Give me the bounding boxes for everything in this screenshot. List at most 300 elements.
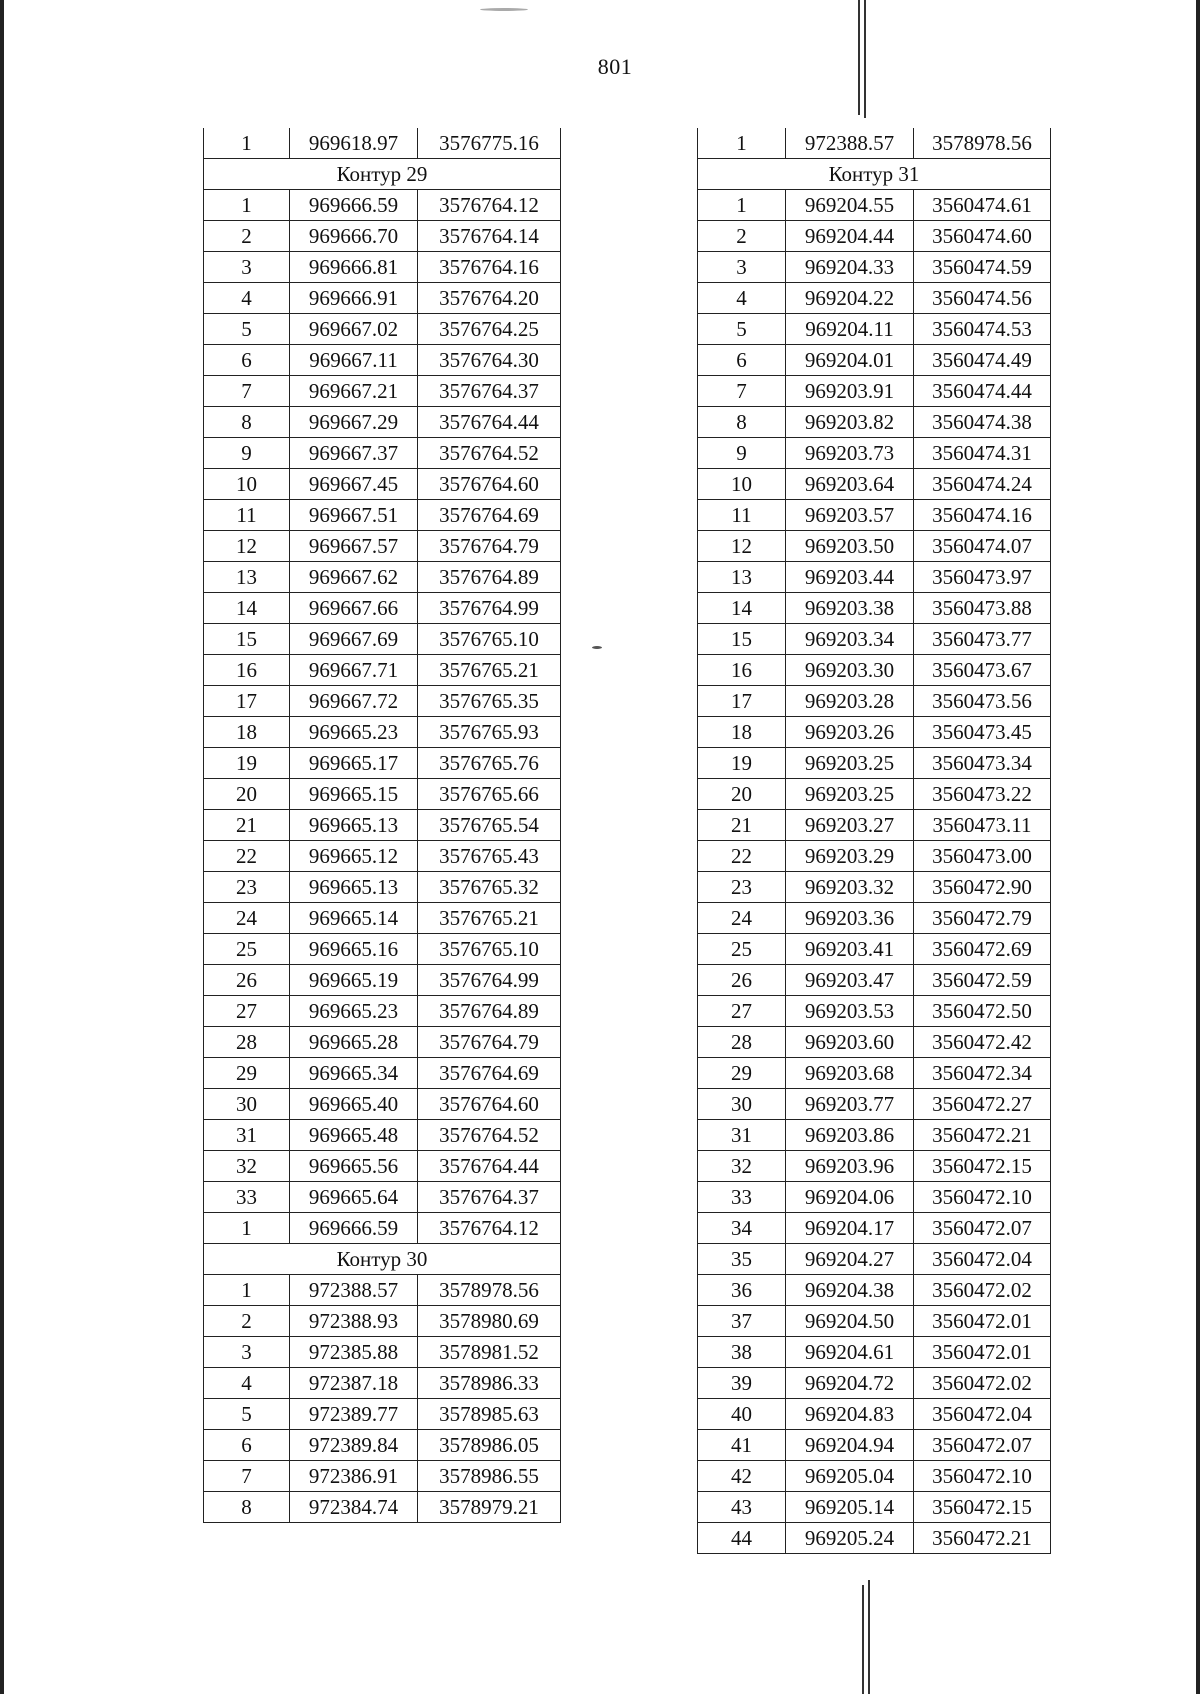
x-coordinate-cell: 969203.36: [786, 903, 914, 934]
table-row: [204, 1492, 561, 1523]
table-row: [698, 221, 1051, 252]
y-coordinate-cell: 3576765.76: [418, 748, 561, 779]
table-row: [698, 748, 1051, 779]
y-coordinate-cell: 3560472.15: [914, 1151, 1051, 1182]
x-coordinate-cell: 969665.16: [290, 934, 418, 965]
x-coordinate-cell: 969667.21: [290, 376, 418, 407]
x-coordinate-cell: 969665.12: [290, 841, 418, 872]
x-coordinate-cell: 969203.86: [786, 1120, 914, 1151]
point-number-cell: 6: [698, 345, 786, 376]
contour-label: Контур 31: [698, 159, 1051, 190]
point-number-cell: 13: [698, 562, 786, 593]
table-row: [204, 1213, 561, 1244]
point-number-cell: 18: [698, 717, 786, 748]
table-row: [204, 1461, 561, 1492]
point-number-cell: 4: [204, 1368, 290, 1399]
y-coordinate-cell: 3560473.56: [914, 686, 1051, 717]
table-row: [204, 717, 561, 748]
x-coordinate-cell: 969203.50: [786, 531, 914, 562]
point-number-cell: 3: [204, 252, 290, 283]
y-coordinate-cell: 3576765.21: [418, 903, 561, 934]
table-row: [698, 1275, 1051, 1306]
x-coordinate-cell: 969618.97: [290, 128, 418, 159]
point-number-cell: 9: [204, 438, 290, 469]
x-coordinate-cell: 969667.71: [290, 655, 418, 686]
y-coordinate-cell: 3560474.31: [914, 438, 1051, 469]
point-number-cell: 41: [698, 1430, 786, 1461]
table-row: [698, 1492, 1051, 1523]
x-coordinate-cell: 969204.01: [786, 345, 914, 376]
point-number-cell: 6: [204, 345, 290, 376]
x-coordinate-cell: 969203.53: [786, 996, 914, 1027]
y-coordinate-cell: 3576765.54: [418, 810, 561, 841]
y-coordinate-cell: 3560474.24: [914, 469, 1051, 500]
point-number-cell: 30: [204, 1089, 290, 1120]
point-number-cell: 3: [204, 1337, 290, 1368]
point-number-cell: 22: [698, 841, 786, 872]
x-coordinate-cell: 969665.13: [290, 810, 418, 841]
x-coordinate-cell: 969667.02: [290, 314, 418, 345]
y-coordinate-cell: 3576764.37: [418, 1182, 561, 1213]
point-number-cell: 8: [204, 1492, 290, 1523]
point-number-cell: 4: [698, 283, 786, 314]
y-coordinate-cell: 3576764.12: [418, 1213, 561, 1244]
x-coordinate-cell: 969203.77: [786, 1089, 914, 1120]
point-number-cell: 7: [204, 1461, 290, 1492]
x-coordinate-cell: 969204.33: [786, 252, 914, 283]
x-coordinate-cell: 969204.06: [786, 1182, 914, 1213]
table-row: [204, 252, 561, 283]
y-coordinate-cell: 3576765.32: [418, 872, 561, 903]
y-coordinate-cell: 3560472.10: [914, 1461, 1051, 1492]
point-number-cell: 3: [698, 252, 786, 283]
x-coordinate-cell: 969203.38: [786, 593, 914, 624]
y-coordinate-cell: 3560473.88: [914, 593, 1051, 624]
y-coordinate-cell: 3576765.93: [418, 717, 561, 748]
y-coordinate-cell: 3560472.01: [914, 1306, 1051, 1337]
point-number-cell: 14: [698, 593, 786, 624]
x-coordinate-cell: 969205.04: [786, 1461, 914, 1492]
point-number-cell: 44: [698, 1523, 786, 1554]
table-row: [698, 934, 1051, 965]
point-number-cell: 5: [204, 1399, 290, 1430]
point-number-cell: 37: [698, 1306, 786, 1337]
y-coordinate-cell: 3560472.02: [914, 1275, 1051, 1306]
y-coordinate-cell: 3576764.44: [418, 1151, 561, 1182]
table-row: [204, 934, 561, 965]
point-number-cell: 31: [698, 1120, 786, 1151]
x-coordinate-cell: 969203.32: [786, 872, 914, 903]
x-coordinate-cell: 969665.19: [290, 965, 418, 996]
table-row: [698, 283, 1051, 314]
x-coordinate-cell: 969667.11: [290, 345, 418, 376]
x-coordinate-cell: 969203.28: [786, 686, 914, 717]
x-coordinate-cell: 969203.91: [786, 376, 914, 407]
table-row: [204, 686, 561, 717]
table-row: [204, 562, 561, 593]
x-coordinate-cell: 969203.64: [786, 469, 914, 500]
table-row: [204, 810, 561, 841]
point-number-cell: 14: [204, 593, 290, 624]
table-row: [698, 1523, 1051, 1554]
y-coordinate-cell: 3560472.02: [914, 1368, 1051, 1399]
table-row: [698, 314, 1051, 345]
scan-edge-right: [1196, 0, 1200, 1694]
table-row: [204, 1089, 561, 1120]
x-coordinate-cell: 969665.34: [290, 1058, 418, 1089]
table-row: [698, 1120, 1051, 1151]
y-coordinate-cell: 3578985.63: [418, 1399, 561, 1430]
point-number-cell: 18: [204, 717, 290, 748]
table-row: [698, 810, 1051, 841]
x-coordinate-cell: 969665.48: [290, 1120, 418, 1151]
x-coordinate-cell: 969204.22: [786, 283, 914, 314]
y-coordinate-cell: 3560474.16: [914, 500, 1051, 531]
y-coordinate-cell: 3560472.50: [914, 996, 1051, 1027]
table-row: [698, 1089, 1051, 1120]
point-number-cell: 25: [698, 934, 786, 965]
point-number-cell: 43: [698, 1492, 786, 1523]
point-number-cell: 2: [698, 221, 786, 252]
y-coordinate-cell: 3576765.35: [418, 686, 561, 717]
y-coordinate-cell: 3560472.21: [914, 1523, 1051, 1554]
table-row: [698, 438, 1051, 469]
point-number-cell: 16: [204, 655, 290, 686]
point-number-cell: 1: [204, 1275, 290, 1306]
table-row: [698, 1306, 1051, 1337]
x-coordinate-cell: 969203.60: [786, 1027, 914, 1058]
point-number-cell: 27: [204, 996, 290, 1027]
x-coordinate-cell: 969203.47: [786, 965, 914, 996]
y-coordinate-cell: 3576764.69: [418, 500, 561, 531]
x-coordinate-cell: 969204.44: [786, 221, 914, 252]
point-number-cell: 32: [698, 1151, 786, 1182]
point-number-cell: 12: [204, 531, 290, 562]
point-number-cell: 17: [698, 686, 786, 717]
y-coordinate-cell: 3576764.99: [418, 965, 561, 996]
x-coordinate-cell: 969667.51: [290, 500, 418, 531]
y-coordinate-cell: 3560473.22: [914, 779, 1051, 810]
x-coordinate-cell: 969667.37: [290, 438, 418, 469]
table-row: [204, 438, 561, 469]
x-coordinate-cell: 972386.91: [290, 1461, 418, 1492]
point-number-cell: 19: [204, 748, 290, 779]
y-coordinate-cell: 3576764.44: [418, 407, 561, 438]
point-number-cell: 4: [204, 283, 290, 314]
table-row: [204, 841, 561, 872]
point-number-cell: 40: [698, 1399, 786, 1430]
table-row: [698, 779, 1051, 810]
y-coordinate-cell: 3578978.56: [914, 128, 1051, 159]
y-coordinate-cell: 3578986.55: [418, 1461, 561, 1492]
y-coordinate-cell: 3578979.21: [418, 1492, 561, 1523]
x-coordinate-cell: 972388.57: [290, 1275, 418, 1306]
y-coordinate-cell: 3560474.53: [914, 314, 1051, 345]
table-row: [204, 221, 561, 252]
y-coordinate-cell: 3576764.16: [418, 252, 561, 283]
x-coordinate-cell: 969204.50: [786, 1306, 914, 1337]
point-number-cell: 1: [698, 190, 786, 221]
x-coordinate-cell: 969665.17: [290, 748, 418, 779]
y-coordinate-cell: 3576764.79: [418, 1027, 561, 1058]
table-row: [204, 469, 561, 500]
table-row: [204, 1027, 561, 1058]
table-row: [698, 717, 1051, 748]
table-row: [698, 1151, 1051, 1182]
x-coordinate-cell: 972389.84: [290, 1430, 418, 1461]
point-number-cell: 8: [698, 407, 786, 438]
contour-label: Контур 29: [204, 159, 561, 190]
x-coordinate-cell: 972388.57: [786, 128, 914, 159]
point-number-cell: 24: [204, 903, 290, 934]
table-row: [698, 1399, 1051, 1430]
point-number-cell: 20: [204, 779, 290, 810]
y-coordinate-cell: 3576764.52: [418, 438, 561, 469]
table-row: [698, 407, 1051, 438]
table-row: [204, 1182, 561, 1213]
x-coordinate-cell: 972389.77: [290, 1399, 418, 1430]
y-coordinate-cell: 3560472.79: [914, 903, 1051, 934]
y-coordinate-cell: 3560473.34: [914, 748, 1051, 779]
table-row: [204, 407, 561, 438]
y-coordinate-cell: 3576764.12: [418, 190, 561, 221]
table-row: [204, 500, 561, 531]
y-coordinate-cell: 3576764.60: [418, 1089, 561, 1120]
x-coordinate-cell: 969203.57: [786, 500, 914, 531]
y-coordinate-cell: 3560474.49: [914, 345, 1051, 376]
x-coordinate-cell: 969667.66: [290, 593, 418, 624]
y-coordinate-cell: 3560472.69: [914, 934, 1051, 965]
point-number-cell: 42: [698, 1461, 786, 1492]
y-coordinate-cell: 3560474.44: [914, 376, 1051, 407]
table-row: [698, 965, 1051, 996]
x-coordinate-cell: 969203.73: [786, 438, 914, 469]
x-coordinate-cell: 969204.72: [786, 1368, 914, 1399]
table-row: [698, 593, 1051, 624]
x-coordinate-cell: 969204.38: [786, 1275, 914, 1306]
point-number-cell: 15: [204, 624, 290, 655]
table-row: [698, 903, 1051, 934]
y-coordinate-cell: 3560473.11: [914, 810, 1051, 841]
table-row: [698, 841, 1051, 872]
y-coordinate-cell: 3578980.69: [418, 1306, 561, 1337]
table-row: [698, 1368, 1051, 1399]
point-number-cell: 27: [698, 996, 786, 1027]
y-coordinate-cell: 3576764.14: [418, 221, 561, 252]
y-coordinate-cell: 3576764.37: [418, 376, 561, 407]
table-row: [698, 531, 1051, 562]
x-coordinate-cell: 969667.57: [290, 531, 418, 562]
point-number-cell: 34: [698, 1213, 786, 1244]
y-coordinate-cell: 3560473.00: [914, 841, 1051, 872]
x-coordinate-cell: 972384.74: [290, 1492, 418, 1523]
x-coordinate-cell: 969203.26: [786, 717, 914, 748]
y-coordinate-cell: 3560472.04: [914, 1399, 1051, 1430]
table-row: [204, 1430, 561, 1461]
y-coordinate-cell: 3576764.20: [418, 283, 561, 314]
point-number-cell: 21: [204, 810, 290, 841]
point-number-cell: 29: [204, 1058, 290, 1089]
table-row: [698, 686, 1051, 717]
table-row: [698, 1213, 1051, 1244]
y-coordinate-cell: 3576764.69: [418, 1058, 561, 1089]
table-row: [698, 655, 1051, 686]
table-row: [698, 1058, 1051, 1089]
y-coordinate-cell: 3576775.16: [418, 128, 561, 159]
y-coordinate-cell: 3576764.89: [418, 562, 561, 593]
table-row: [698, 376, 1051, 407]
point-number-cell: 29: [698, 1058, 786, 1089]
table-row: [698, 190, 1051, 221]
point-number-cell: 13: [204, 562, 290, 593]
x-coordinate-cell: 969204.27: [786, 1244, 914, 1275]
table-row: [204, 190, 561, 221]
table-row: [204, 1058, 561, 1089]
coordinates-table-right: [697, 128, 1051, 1554]
table-row: [204, 128, 561, 159]
x-coordinate-cell: 969203.96: [786, 1151, 914, 1182]
x-coordinate-cell: 969665.28: [290, 1027, 418, 1058]
coordinates-table-left-body: [204, 128, 561, 1523]
y-coordinate-cell: 3560472.04: [914, 1244, 1051, 1275]
x-coordinate-cell: 969666.81: [290, 252, 418, 283]
point-number-cell: 5: [698, 314, 786, 345]
table-row: [204, 1337, 561, 1368]
scan-speck: [592, 646, 602, 649]
x-coordinate-cell: 969203.29: [786, 841, 914, 872]
x-coordinate-cell: 969203.82: [786, 407, 914, 438]
table-row: [204, 1306, 561, 1337]
y-coordinate-cell: 3560472.01: [914, 1337, 1051, 1368]
x-coordinate-cell: 969204.11: [786, 314, 914, 345]
point-number-cell: 20: [698, 779, 786, 810]
y-coordinate-cell: 3560473.45: [914, 717, 1051, 748]
point-number-cell: 26: [698, 965, 786, 996]
y-coordinate-cell: 3576764.99: [418, 593, 561, 624]
table-row: [698, 624, 1051, 655]
y-coordinate-cell: 3576764.89: [418, 996, 561, 1027]
point-number-cell: 1: [204, 190, 290, 221]
contour-header-row: [204, 1244, 561, 1275]
x-coordinate-cell: 972387.18: [290, 1368, 418, 1399]
y-coordinate-cell: 3560474.56: [914, 283, 1051, 314]
y-coordinate-cell: 3560474.59: [914, 252, 1051, 283]
x-coordinate-cell: 969665.40: [290, 1089, 418, 1120]
point-number-cell: 11: [204, 500, 290, 531]
y-coordinate-cell: 3576765.10: [418, 934, 561, 965]
point-number-cell: 1: [698, 128, 786, 159]
table-row: [204, 655, 561, 686]
point-number-cell: 7: [204, 376, 290, 407]
table-row: [204, 283, 561, 314]
point-number-cell: 10: [698, 469, 786, 500]
x-coordinate-cell: 969665.14: [290, 903, 418, 934]
point-number-cell: 1: [204, 1213, 290, 1244]
y-coordinate-cell: 3576764.60: [418, 469, 561, 500]
y-coordinate-cell: 3560472.07: [914, 1213, 1051, 1244]
x-coordinate-cell: 969203.44: [786, 562, 914, 593]
table-row: [204, 376, 561, 407]
y-coordinate-cell: 3578981.52: [418, 1337, 561, 1368]
point-number-cell: 24: [698, 903, 786, 934]
y-coordinate-cell: 3560472.07: [914, 1430, 1051, 1461]
point-number-cell: 33: [204, 1182, 290, 1213]
table-row: [698, 562, 1051, 593]
y-coordinate-cell: 3576764.30: [418, 345, 561, 376]
x-coordinate-cell: 969666.59: [290, 1213, 418, 1244]
point-number-cell: 17: [204, 686, 290, 717]
point-number-cell: 25: [204, 934, 290, 965]
x-coordinate-cell: 969203.34: [786, 624, 914, 655]
y-coordinate-cell: 3560474.60: [914, 221, 1051, 252]
point-number-cell: 1: [204, 128, 290, 159]
y-coordinate-cell: 3560472.34: [914, 1058, 1051, 1089]
x-coordinate-cell: 969667.72: [290, 686, 418, 717]
x-coordinate-cell: 969205.24: [786, 1523, 914, 1554]
coordinates-table-right-body: [698, 128, 1051, 1554]
point-number-cell: 7: [698, 376, 786, 407]
x-coordinate-cell: 969667.29: [290, 407, 418, 438]
point-number-cell: 9: [698, 438, 786, 469]
y-coordinate-cell: 3576764.52: [418, 1120, 561, 1151]
point-number-cell: 30: [698, 1089, 786, 1120]
binder-line: [864, 0, 866, 118]
table-row: [204, 314, 561, 345]
point-number-cell: 26: [204, 965, 290, 996]
table-row: [204, 996, 561, 1027]
y-coordinate-cell: 3576765.66: [418, 779, 561, 810]
point-number-cell: 32: [204, 1151, 290, 1182]
x-coordinate-cell: 969667.62: [290, 562, 418, 593]
table-row: [204, 872, 561, 903]
scan-edge-left: [0, 0, 4, 1694]
y-coordinate-cell: 3560472.42: [914, 1027, 1051, 1058]
x-coordinate-cell: 969204.83: [786, 1399, 914, 1430]
contour-header-row: [204, 159, 561, 190]
scan-speck: [480, 8, 528, 11]
y-coordinate-cell: 3560472.27: [914, 1089, 1051, 1120]
y-coordinate-cell: 3560473.77: [914, 624, 1051, 655]
binder-line: [862, 1585, 864, 1694]
table-row: [204, 965, 561, 996]
point-number-cell: 5: [204, 314, 290, 345]
x-coordinate-cell: 969665.56: [290, 1151, 418, 1182]
point-number-cell: 8: [204, 407, 290, 438]
point-number-cell: 35: [698, 1244, 786, 1275]
point-number-cell: 22: [204, 841, 290, 872]
x-coordinate-cell: 969204.17: [786, 1213, 914, 1244]
point-number-cell: 12: [698, 531, 786, 562]
contour-header-row: [698, 159, 1051, 190]
table-row: [204, 531, 561, 562]
x-coordinate-cell: 969666.70: [290, 221, 418, 252]
table-row: [698, 252, 1051, 283]
point-number-cell: 31: [204, 1120, 290, 1151]
x-coordinate-cell: 969667.45: [290, 469, 418, 500]
table-row: [204, 345, 561, 376]
point-number-cell: 23: [698, 872, 786, 903]
table-row: [698, 1337, 1051, 1368]
point-number-cell: 2: [204, 221, 290, 252]
y-coordinate-cell: 3560472.59: [914, 965, 1051, 996]
table-row: [204, 1368, 561, 1399]
coordinates-table-left: [203, 128, 561, 1523]
table-row: [698, 345, 1051, 376]
x-coordinate-cell: 969665.64: [290, 1182, 418, 1213]
table-row: [698, 872, 1051, 903]
point-number-cell: 36: [698, 1275, 786, 1306]
point-number-cell: 21: [698, 810, 786, 841]
